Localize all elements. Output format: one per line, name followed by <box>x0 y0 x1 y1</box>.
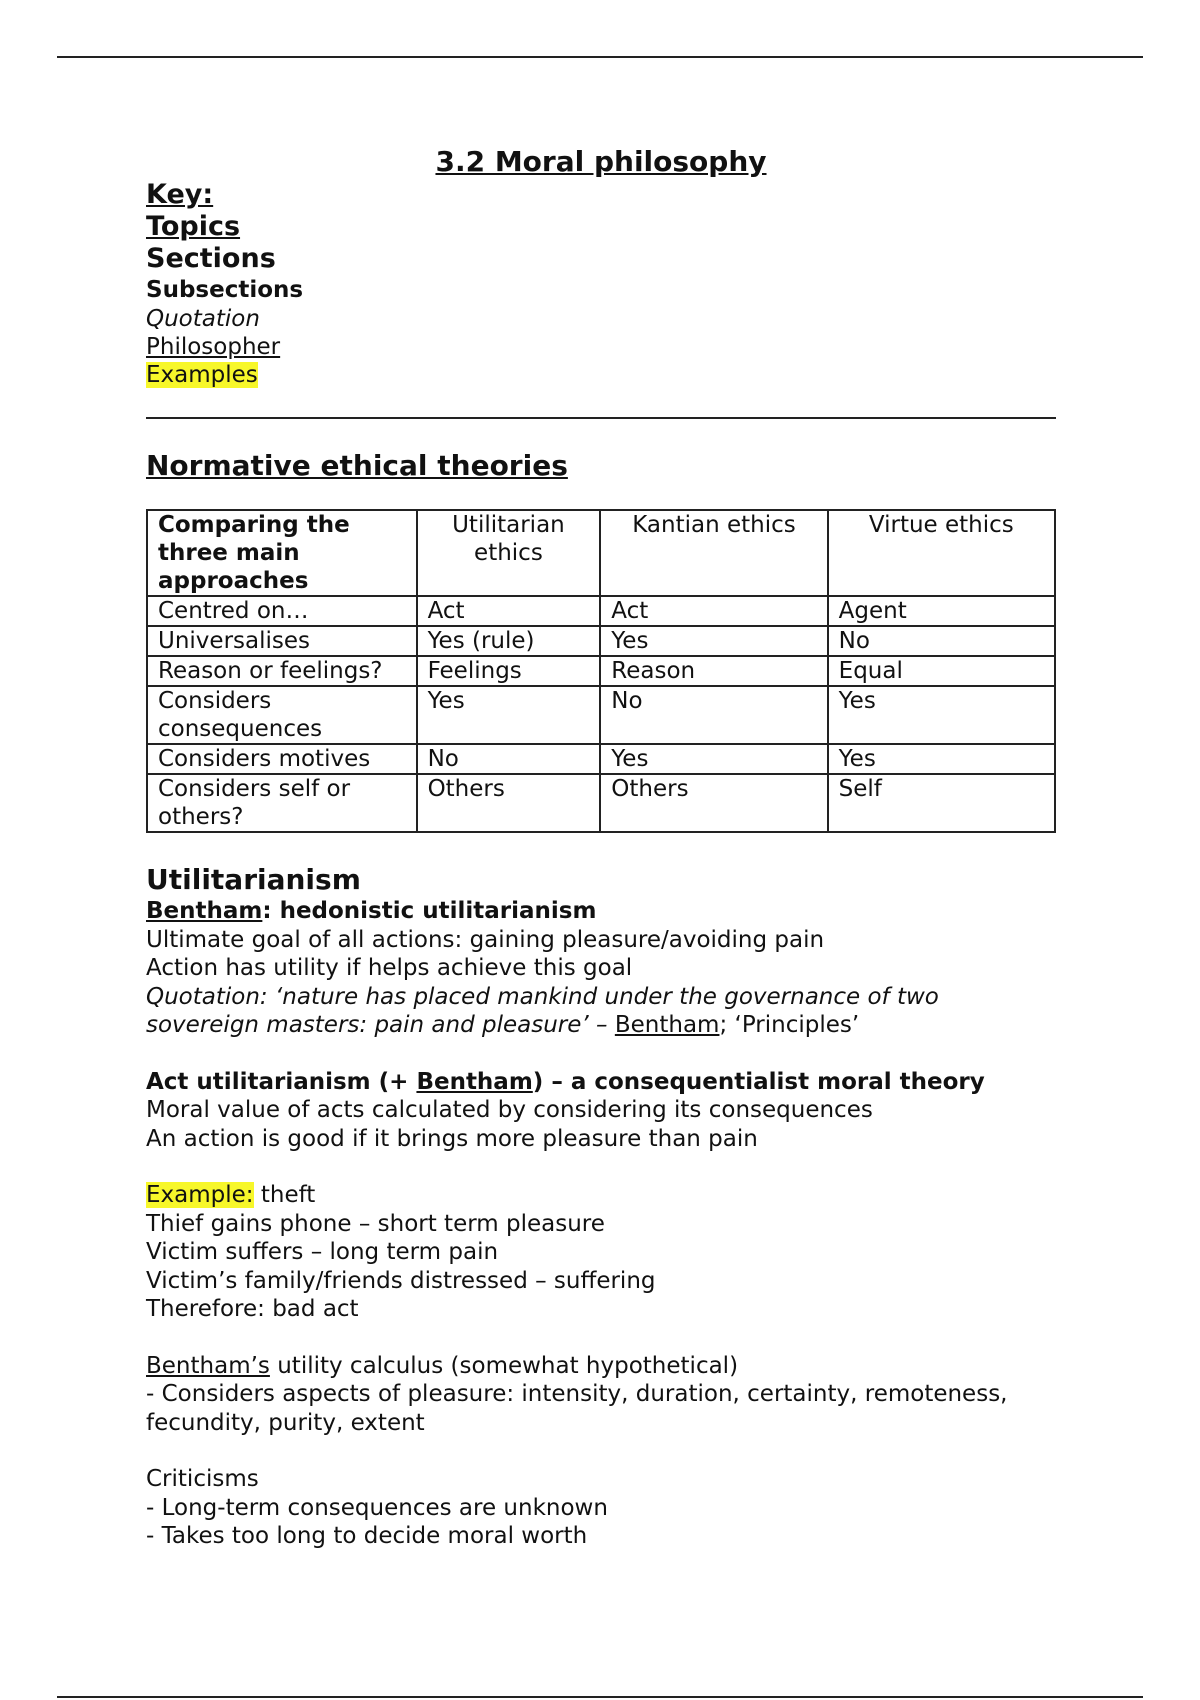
table-cell: No <box>828 626 1055 656</box>
table-cell: Considers consequences <box>147 686 417 744</box>
text-line: Ultimate goal of all actions: gaining pleasure/avoiding pain <box>146 926 825 953</box>
text-line: Therefore: bad act <box>146 1296 359 1322</box>
utilitarianism-heading: Utilitarianism <box>146 863 361 896</box>
quotation-text: Quotation: ‘nature has placed mankind under the governance of two sovereign masters: pain and pleasure’ – <box>146 983 939 1038</box>
key-heading: Key: <box>146 179 214 210</box>
table-cell: Act <box>600 596 827 626</box>
table-row <box>147 774 1055 832</box>
table-cell: No <box>600 686 827 744</box>
criticisms-heading: Criticisms <box>146 1466 259 1492</box>
table-row <box>147 686 1055 744</box>
table-header-cell: Virtue ethics <box>828 510 1055 596</box>
section-divider <box>146 417 1056 419</box>
normative-heading: Normative ethical theories <box>146 449 568 482</box>
key-examples: Examples <box>146 362 258 388</box>
philosopher-name: Bentham <box>416 1068 533 1095</box>
text-line: Victim suffers – long term pain <box>146 1239 499 1265</box>
calculus-heading <box>146 1352 1056 1381</box>
top-rule <box>57 56 1143 58</box>
key-philosopher: Philosopher <box>146 334 281 360</box>
key-quotation: Quotation <box>146 306 260 332</box>
text-line: Thief gains phone – short term pleasure <box>146 1210 605 1237</box>
table-header-cell: Utilitarian ethics <box>417 510 601 596</box>
text-line: Victim’s family/friends distressed – suffering <box>146 1267 656 1294</box>
key-sections: Sections <box>146 243 276 274</box>
table-row <box>147 744 1055 774</box>
table-row <box>147 656 1055 686</box>
table-cell: Others <box>600 774 827 832</box>
subsection-text: Act utilitarianism (+ <box>146 1068 417 1095</box>
subsection-text: ) – a consequentialist moral theory <box>532 1068 985 1095</box>
table-header-cell: Kantian ethics <box>600 510 827 596</box>
table-cell: Reason or feelings? <box>147 656 417 686</box>
table-cell: Others <box>417 774 601 832</box>
text-line: - Takes too long to decide moral worth <box>146 1523 588 1549</box>
table-header-row <box>147 510 1055 596</box>
table-cell: Yes (rule) <box>417 626 601 656</box>
table-cell: Yes <box>828 744 1055 774</box>
table-cell: Agent <box>828 596 1055 626</box>
table-cell: Reason <box>600 656 827 686</box>
table-cell: Universalises <box>147 626 417 656</box>
table-cell: Feelings <box>417 656 601 686</box>
quotation <box>146 983 1056 1040</box>
table-cell: Yes <box>600 744 827 774</box>
text-line: - Considers aspects of pleasure: intensity, duration, certainty, remoteness, fecundity, purity, extent <box>146 1381 1008 1436</box>
document-body <box>146 145 1056 1551</box>
bottom-rule <box>57 1696 1143 1698</box>
table-cell: Equal <box>828 656 1055 686</box>
text-line: An action is good if it brings more pleasure than pain <box>146 1125 758 1152</box>
table-cell: Act <box>417 596 601 626</box>
philosopher-name: Bentham <box>614 1012 720 1038</box>
table-cell: Self <box>828 774 1055 832</box>
example-topic: theft <box>253 1182 316 1208</box>
bentham-subsection-heading <box>146 897 1056 926</box>
table-cell: Yes <box>828 686 1055 744</box>
key-topics: Topics <box>146 211 241 242</box>
act-utilitarianism-heading <box>146 1068 1056 1097</box>
text-line: Moral value of acts calculated by considering its consequences <box>146 1097 873 1123</box>
key-subsections: Subsections <box>146 277 304 303</box>
calculus-text: utility calculus (somewhat hypothetical) <box>269 1352 739 1379</box>
comparison-table <box>146 509 1056 833</box>
example-heading <box>146 1181 1056 1210</box>
table-cell: Considers self or others? <box>147 774 417 832</box>
example-label: Example: <box>146 1182 254 1208</box>
table-cell: Considers motives <box>147 744 417 774</box>
key-legend <box>146 179 1056 389</box>
subsection-text: : hedonistic utilitarianism <box>262 898 597 924</box>
table-row <box>147 596 1055 626</box>
philosopher-name: Bentham <box>146 898 263 924</box>
table-cell: Centred on… <box>147 596 417 626</box>
quotation-source: ; ‘Principles’ <box>719 1012 860 1038</box>
table-header-cell: Comparing the three main approaches <box>147 510 417 596</box>
text-line: Action has utility if helps achieve this goal <box>146 955 633 981</box>
table-cell: Yes <box>600 626 827 656</box>
text-line: - Long-term consequences are unknown <box>146 1494 608 1521</box>
table-row <box>147 626 1055 656</box>
table-cell: Yes <box>417 686 601 744</box>
philosopher-name: Bentham’s <box>146 1352 270 1379</box>
table-cell: No <box>417 744 601 774</box>
page-title: 3.2 Moral philosophy <box>435 145 767 178</box>
